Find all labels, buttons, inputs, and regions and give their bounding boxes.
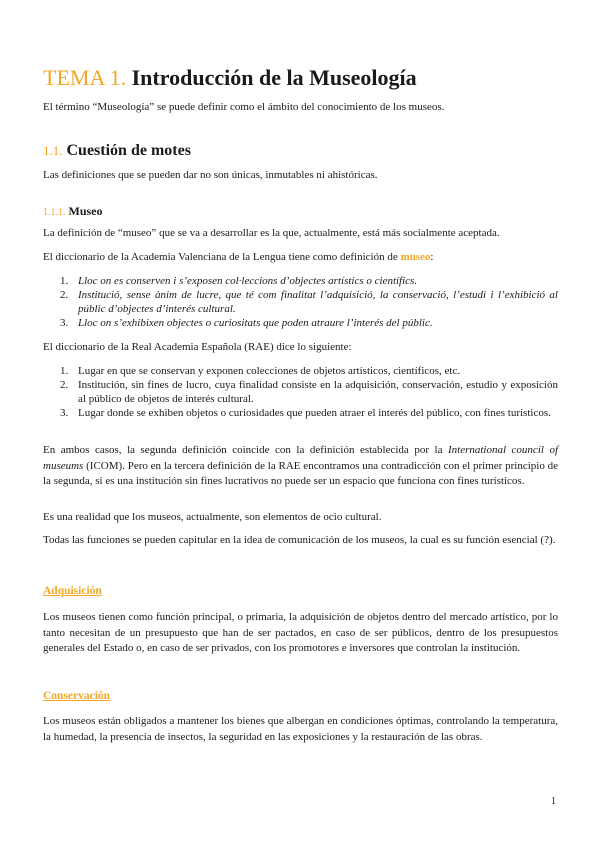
paragraph-museo-definition: La definición de “museo” que se va a desarrollar es la que, actualmente, está más socialmente aceptada. — [43, 227, 500, 239]
p2-before: El diccionario de la Academia Valenciana de la Lengua tiene como definición de — [43, 251, 401, 263]
section-title: Cuestión de motes — [66, 142, 191, 159]
subsection-title: Museo — [68, 204, 103, 218]
p2-after: : — [430, 251, 434, 263]
paragraph-ocio: Es una realidad que los museos, actualmente, son elementos de ocio cultural. — [43, 511, 382, 523]
keyword-museo: museo — [400, 251, 431, 263]
rae-definitions-list — [43, 364, 558, 420]
page-title — [43, 64, 417, 92]
subsection-number: 1.1.1. — [43, 207, 66, 218]
list-item: 2. Institució, sense ànim de lucre, que té com finalitat l’adquisició, la conservació, l’estudi i l’exhibició al públic d’objectes d’interés cultural. — [60, 289, 558, 315]
paragraph-avl-intro — [43, 250, 558, 266]
page-number: 1 — [551, 796, 556, 807]
section-heading — [43, 140, 191, 162]
list-item: 1. Lloc on es conserven i s’exposen col·leccions d’objectes artístics o científics. — [60, 275, 418, 287]
heading-adquisicion[interactable]: Adquisición — [43, 585, 102, 597]
intro-paragraph: El término “Museología” se puede definir como el ámbito del conocimiento de los museos. — [43, 101, 445, 113]
icom-name: International council of museums — [43, 444, 559, 472]
list-item: 1. Lugar en que se conservan y exponen colecciones de objetos artísticos, científicos, etc. — [60, 365, 461, 377]
list-item: 2. Institución, sin fines de lucro, cuya finalidad consiste en la adquisición, conservación, estudio y exposición al público de objetos de interés cultural. — [60, 379, 558, 405]
valencian-definitions-list — [43, 274, 558, 330]
paragraph-funciones: Todas las funciones se pueden capitular en la idea de comunicación de los museos, la cual es su función esencial (?). — [43, 534, 556, 546]
heading-conservacion[interactable]: Conservación — [43, 690, 111, 702]
section-number: 1.1. — [43, 143, 63, 158]
paragraph-adquisicion: Los museos tienen como función principal, o primaria, la adquisición de objetos dentro del mercado artístico, por lo tanto necesitan de un presupuesto que han de ser pactados, en caso de ser públicos, dentro de los presupuestos generales del Estado o, en caso de ser privados, con los promotores e inversores que controlan la institución. — [43, 611, 558, 654]
title-number: TEMA 1. — [43, 65, 127, 90]
subsection-heading — [43, 203, 103, 221]
list-item: 3. Lloc on s’exhibixen objectes o curiositats que poden atraure l’interés del públic. — [60, 317, 433, 329]
title-text: Introducción de la Museología — [131, 65, 417, 90]
list-item: 3. Lugar donde se exhiben objetos o curiosidades que pueden atraer el interés del público, con fines turísticos. — [60, 407, 551, 419]
paragraph-comparison: En ambos casos, la segunda definición coincide con la definición establecida por la International council of museums (ICOM). Pero en la tercera definición de la RAE encontramos una contradicción con el primer principio de la segunda, si es una institución sin fines lucrativos no puede ser un espacio que funciona con fines turísticos. — [43, 444, 559, 487]
paragraph-conservacion: Los museos están obligados a mantener los bienes que albergan en condiciones óptimas, controlando la temperatura, la humedad, la presencia de insectos, la seguridad en las exposiciones y la restauración de las obras. — [43, 715, 558, 743]
section-intro: Las definiciones que se pueden dar no son únicas, inmutables ni ahistóricas. — [43, 169, 378, 181]
paragraph-rae-intro: El diccionario de la Real Academia Española (RAE) dice lo siguiente: — [43, 341, 352, 353]
